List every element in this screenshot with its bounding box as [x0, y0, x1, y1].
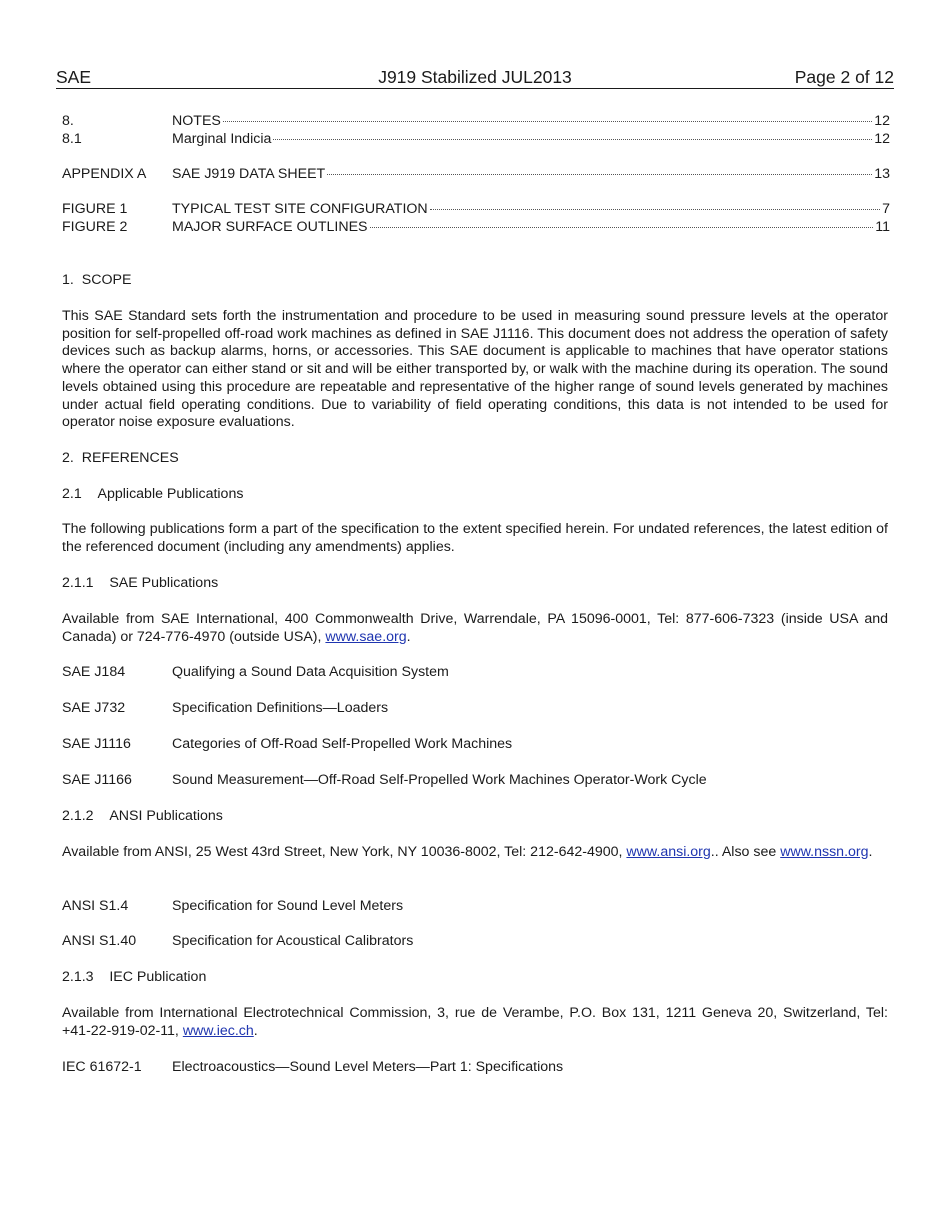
ansi-availability-text: Available from ANSI, 25 West 43rd Street, New York, NY 10036-8002, Tel: 212-642-4900, [62, 844, 627, 860]
sae-link[interactable]: www.sae.org [325, 628, 407, 645]
subsection-title: Applicable Publications [97, 486, 244, 502]
toc-title: TYPICAL TEST SITE CONFIGURATION [172, 201, 428, 217]
reference-item [62, 700, 888, 716]
toc-num: APPENDIX A [62, 166, 147, 182]
toc-leader [327, 174, 872, 175]
scope-paragraph: This SAE Standard sets forth the instrumentation and procedure to be used in measuring sound pressure levels at the operator position for self-propelled off-road work machines as defined in SAE J1116. This document does not address the operation of safety devices such as backup alarms, horns, or accessories. This SAE document is applicable to machines that have operator stations where the operator can either stand or sit and will be either transported by, or walk with the machine during its operation. The sound levels obtained using this procedure are repeatable and representative of the higher range of sound levels generated by machines under actual field operating conditions. Due to variability of field operating conditions, this data is not intended to be used for operator noise exposure evaluations. [62, 308, 888, 431]
section-heading-references [62, 450, 888, 468]
toc-num: FIGURE 1 [62, 201, 128, 217]
section-number: 1. [62, 272, 74, 288]
reference-item [62, 898, 888, 914]
reference-item [62, 933, 888, 949]
reference-item [62, 772, 888, 788]
reference-code: SAE J184 [62, 664, 126, 680]
toc-row [62, 219, 890, 237]
toc-row [62, 131, 890, 149]
reference-code: SAE J732 [62, 700, 126, 716]
reference-title: Specification for Acoustical Calibrators [172, 933, 414, 949]
subsection-heading-iec [62, 969, 888, 987]
section-number: 2. [62, 450, 74, 466]
reference-title: Electroacoustics—Sound Level Meters—Part 1: Specifications [172, 1059, 564, 1075]
subsection-heading-sae [62, 575, 888, 593]
reference-item [62, 1059, 888, 1075]
subsection-title: ANSI Publications [109, 808, 223, 824]
toc-leader [223, 121, 872, 122]
iec-availability-end: . [253, 1022, 258, 1039]
iec-availability [62, 1005, 888, 1040]
toc-leader [430, 209, 880, 210]
ansi-availability-mid: .. Also see [710, 844, 781, 860]
toc-num: FIGURE 2 [62, 219, 128, 235]
iec-availability-text: Available from International Electrotechnical Commission, 3, rue de Verambe, P.O. Box 131, 1211 Geneva 20, Switzerland, Tel: +41-22-919-02-11, [62, 1005, 888, 1039]
toc-page: 7 [882, 201, 890, 217]
toc-row [62, 113, 890, 131]
reference-title: Categories of Off-Road Self-Propelled Work Machines [172, 736, 513, 752]
reference-code: IEC 61672-1 [62, 1059, 142, 1075]
sae-availability-end: . [406, 628, 411, 645]
toc-num: 8.1 [62, 131, 82, 147]
ansi-availability-end: . [868, 844, 873, 860]
toc-leader [273, 139, 872, 140]
page-header [56, 67, 894, 89]
toc-page: 12 [874, 113, 890, 129]
reference-title: Sound Measurement—Off-Road Self-Propelled Work Machines Operator-Work Cycle [172, 772, 707, 788]
reference-code: SAE J1166 [62, 772, 132, 788]
section-title: SCOPE [81, 272, 132, 288]
subsection-title: IEC Publication [109, 969, 207, 985]
header-document-id: J919 Stabilized JUL2013 [378, 67, 572, 87]
toc-title: MAJOR SURFACE OUTLINES [172, 219, 368, 235]
toc-leader [370, 227, 874, 228]
reference-code: ANSI S1.4 [62, 898, 129, 914]
reference-title: Specification Definitions—Loaders [172, 700, 389, 716]
subsection-heading-applicable [62, 486, 888, 504]
subsection-number: 2.1 [62, 486, 82, 502]
ansi-availability [62, 844, 888, 862]
subsection-title: SAE Publications [109, 575, 219, 591]
iec-link[interactable]: www.iec.ch [182, 1022, 254, 1039]
toc-row [62, 166, 890, 184]
toc-title: Marginal Indicia [172, 131, 272, 147]
subsection-number: 2.1.2 [62, 808, 94, 824]
reference-code: ANSI S1.40 [62, 933, 137, 949]
reference-title: Qualifying a Sound Data Acquisition System [172, 664, 449, 680]
toc-page: 11 [875, 219, 890, 235]
nssn-link[interactable]: www.nssn.org [780, 844, 869, 860]
section-heading-scope [62, 272, 888, 290]
reference-title: Specification for Sound Level Meters [172, 898, 404, 914]
toc-title: SAE J919 DATA SHEET [172, 166, 326, 182]
reference-item [62, 736, 888, 752]
subsection-number: 2.1.1 [62, 575, 94, 591]
reference-code: SAE J1116 [62, 736, 131, 752]
sae-availability-text: Available from SAE International, 400 Commonwealth Drive, Warrendale, PA 15096-0001, Tel: 877-606-7323 (inside USA and Canada) or 724-776-4970 (outside USA), [62, 611, 888, 645]
toc-page: 12 [874, 131, 890, 147]
header-org: SAE [56, 67, 92, 87]
subsection-heading-ansi [62, 808, 888, 826]
toc-title: NOTES [172, 113, 221, 129]
header-page-number: Page 2 of 12 [794, 67, 894, 87]
subsection-number: 2.1.3 [62, 969, 94, 985]
toc-num: 8. [62, 113, 74, 129]
sae-availability [62, 611, 888, 646]
applicable-paragraph: The following publications form a part of the specification to the extent specified herein. For undated references, the latest edition of the referenced document (including any amendments) applies. [62, 521, 888, 555]
toc-page: 13 [874, 166, 890, 182]
toc-row [62, 201, 890, 219]
reference-item [62, 664, 888, 680]
section-title: REFERENCES [81, 450, 179, 466]
ansi-link[interactable]: www.ansi.org [626, 844, 711, 860]
